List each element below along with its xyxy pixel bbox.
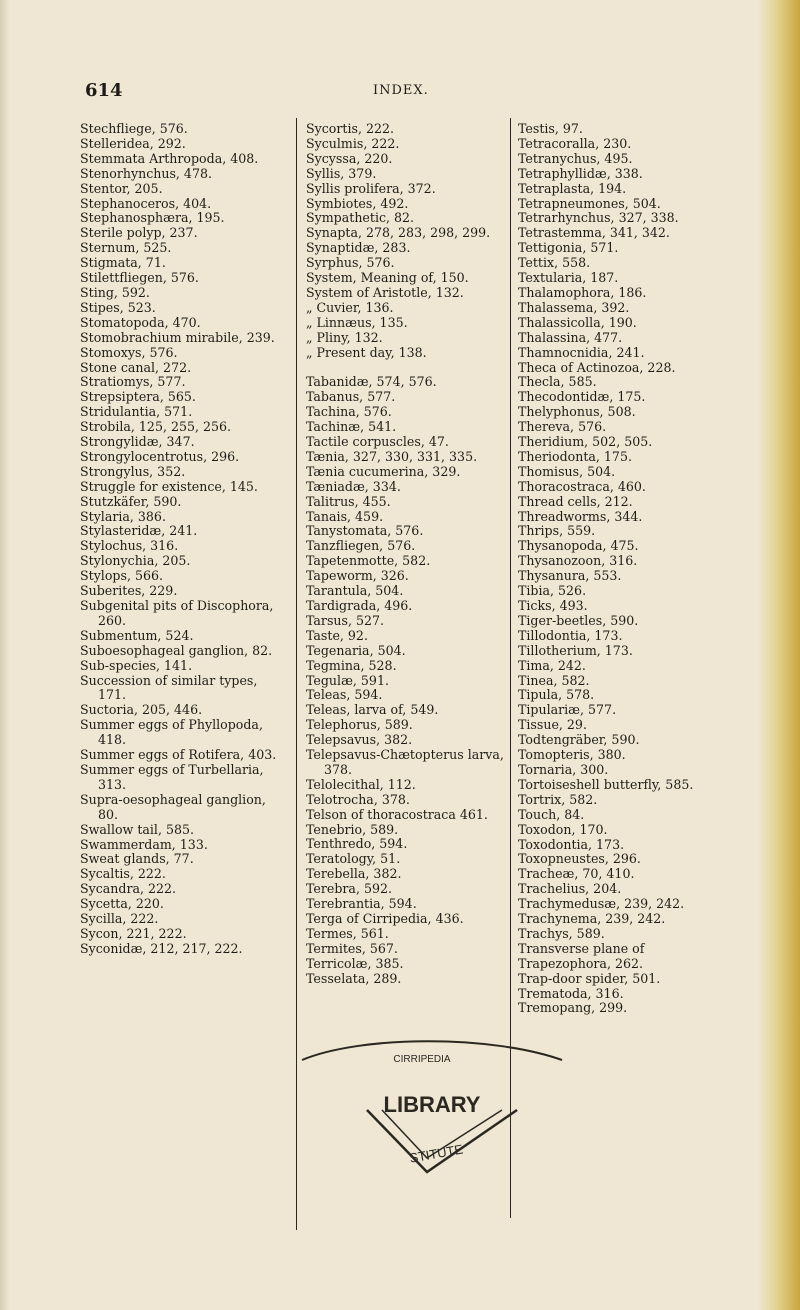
index-entry: Stilettfliegen, 576. <box>80 270 199 286</box>
index-entry: Stylops, 566. <box>80 568 163 584</box>
index-entry: Tremopang, 299. <box>518 1000 628 1016</box>
index-entry: Tanais, 459. <box>306 508 384 524</box>
index-entry: „ Linnæus, 135. <box>306 314 408 330</box>
index-entry: Stechfliege, 576. <box>80 121 188 136</box>
index-entry: Tachinæ, 541. <box>306 419 397 435</box>
index-entry: Syllis, 379. <box>306 165 377 181</box>
index-entry: Thalassina, 477. <box>518 329 623 345</box>
index-entry: Syrphus, 576. <box>306 255 395 271</box>
index-entry: Stelleridea, 292. <box>80 135 186 151</box>
index-entry: Textularia, 187. <box>518 270 619 286</box>
index-entry: Telepsavus, 382. <box>306 732 413 748</box>
index-entry: Tachina, 576. <box>306 404 392 420</box>
index-entry: Summer eggs of Turbellaria, 313. <box>80 761 264 792</box>
index-entry: Threadworms, 344. <box>518 508 643 524</box>
index-entry: Tetrapneumones, 504. <box>518 195 661 211</box>
index-entry: Toxodontia, 173. <box>518 836 625 852</box>
index-entry: Stomoxys, 576. <box>80 344 178 360</box>
index-entry: Stephanoceros, 404. <box>80 195 212 211</box>
page-number: 614 <box>85 80 123 101</box>
index-entry: Stomobrachium mirabile, 239. <box>80 329 275 345</box>
index-entry: Sycortis, 222. <box>306 121 394 136</box>
index-entry: Tardigrada, 496. <box>306 597 413 613</box>
index-entry: Tetrastemma, 341, 342. <box>518 225 670 241</box>
index-entry: Stomatopoda, 470. <box>80 314 201 330</box>
stamp-text-bottom: STITUTE <box>408 1141 465 1166</box>
index-entry: Tenebrio, 589. <box>306 821 399 837</box>
index-entry: Thread cells, 212. <box>518 493 633 509</box>
index-entry: Symbiotes, 492. <box>306 195 409 211</box>
index-entry: Tegulæ, 591. <box>306 672 389 688</box>
stamp-text-top: CIRRIPEDIA <box>393 1054 451 1065</box>
index-entry: Submentum, 524. <box>80 627 194 643</box>
index-entry: Tortoiseshell butterfly, 585. <box>518 776 694 792</box>
index-entry: Teratology, 51. <box>306 851 401 867</box>
index-entry: Strongylus, 352. <box>80 463 186 479</box>
index-entry: Tornaria, 300. <box>518 761 609 777</box>
index-entry: Stylasteridæ, 241. <box>80 523 198 539</box>
index-entry: Tillodontia, 173. <box>518 627 623 643</box>
index-entry: Strongylidæ, 347. <box>80 434 195 450</box>
index-entry: Tetraplasta, 194. <box>518 180 627 196</box>
index-entry: Theridium, 502, 505. <box>518 434 653 450</box>
index-entry: Strongylocentrotus, 296. <box>80 448 240 464</box>
index-entry: Stipes, 523. <box>80 299 156 315</box>
index-column-3 <box>518 122 758 1016</box>
index-entry: Trapezophora, 262. <box>518 955 643 971</box>
index-entry: Tomopteris, 380. <box>518 747 626 763</box>
index-entry: Telotrocha, 378. <box>306 791 410 807</box>
index-entry: Trachys, 589. <box>518 925 605 941</box>
index-entry: Telephorus, 589. <box>306 717 413 733</box>
index-entry: Suctoria, 205, 446. <box>80 702 203 718</box>
index-entry: Stutzkäfer, 590. <box>80 493 182 509</box>
index-entry: Touch, 84. <box>518 806 585 822</box>
index-entry: Toxopneustes, 296. <box>518 851 641 867</box>
index-entry: Summer eggs of Phyllopoda, 418. <box>80 717 263 748</box>
index-entry: Tactile corpuscles, 47. <box>306 434 449 450</box>
index-entry: Sycetta, 220. <box>80 896 164 912</box>
index-entry: Tipulariæ, 577. <box>518 702 617 718</box>
index-entry: Tenthredo, 594. <box>306 836 408 852</box>
index-entry: Teleas, larva of, 549. <box>306 702 439 718</box>
index-entry: Terricolæ, 385. <box>306 955 404 971</box>
index-entry: Summer eggs of Rotifera, 403. <box>80 747 277 763</box>
index-entry: Tabanidæ, 574, 576. <box>306 374 437 390</box>
page-header <box>85 80 715 102</box>
index-entry: Thysanopoda, 475. <box>518 538 639 554</box>
index-entry: Tettix, 558. <box>518 255 591 271</box>
index-entry: Sycandra, 222. <box>80 881 177 897</box>
index-entry: Stylaria, 386. <box>80 508 166 524</box>
index-entry: Struggle for existence, 145. <box>80 478 258 494</box>
index-entry: System, Meaning of, 150. <box>306 270 469 286</box>
index-entry: Terebra, 592. <box>306 881 392 897</box>
index-entry: Supra-oesophageal ganglion, 80. <box>80 791 266 822</box>
index-entry: Terga of Cirripedia, 436. <box>306 911 464 927</box>
index-entry: Stone canal, 272. <box>80 359 192 375</box>
index-entry: Syconidæ, 212, 217, 222. <box>80 940 243 956</box>
index-entry: Sycaltis, 222. <box>80 866 166 882</box>
index-entry: Thysanura, 553. <box>518 568 622 584</box>
index-entry: Thomisus, 504. <box>518 463 616 479</box>
index-entry: Trachelius, 204. <box>518 881 622 897</box>
index-entry: Stylochus, 316. <box>80 538 179 554</box>
index-entry: Telson of thoracostraca 461. <box>306 806 488 822</box>
index-entry: Subgenital pits of Discophora, 260. <box>80 598 274 628</box>
index-entry: Taste, 92. <box>306 627 368 643</box>
index-entry: „ Cuvier, 136. <box>306 299 394 315</box>
stamp-text-center: LIBRARY <box>383 1092 481 1117</box>
index-entry: „ Present day, 138. <box>306 344 427 360</box>
index-entry: Thalamophora, 186. <box>518 284 647 300</box>
index-entry: Sterile polyp, 237. <box>80 225 198 241</box>
index-entry: Tanzfliegen, 576. <box>306 538 416 554</box>
index-entry: Transverse plane of <box>518 940 645 956</box>
library-stamp <box>272 1040 582 1178</box>
index-entry: Teleas, 594. <box>306 687 383 703</box>
index-entry: Todtengräber, 590. <box>518 732 640 748</box>
index-entry: Talitrus, 455. <box>306 493 391 509</box>
index-entry: Thrips, 559. <box>518 523 596 539</box>
index-entry: Sycon, 221, 222. <box>80 925 187 941</box>
index-entry: Tænia, 327, 330, 331, 335. <box>306 448 478 464</box>
index-entry: Thecla, 585. <box>518 374 597 390</box>
index-entry: Synapta, 278, 283, 298, 299. <box>306 225 491 241</box>
index-entry: Suberites, 229. <box>80 583 178 599</box>
index-entry: Therevа, 576. <box>518 419 607 435</box>
index-entry: Sycyssa, 220. <box>306 150 393 166</box>
index-entry <box>306 361 511 376</box>
index-entry: Theriodonta, 175. <box>518 448 632 464</box>
index-entry: Stridulantia, 571. <box>80 404 193 420</box>
index-entry: Thalassema, 392. <box>518 299 630 315</box>
index-entry: Stephanosphæra, 195. <box>80 210 225 226</box>
index-entry: Toxodon, 170. <box>518 821 608 837</box>
index-entry: Tinea, 582. <box>518 672 590 688</box>
index-entry: „ Pliny, 132. <box>306 329 383 345</box>
index-entry: Tapetenmotte, 582. <box>306 553 431 569</box>
index-entry: Tipula, 578. <box>518 687 595 703</box>
index-entry: Thamnocnidia, 241. <box>518 344 645 360</box>
index-entry: Sycilla, 222. <box>80 911 159 927</box>
index-entry: Tettigonia, 571. <box>518 240 619 256</box>
index-entry: Tracheæ, 70, 410. <box>518 866 635 882</box>
index-entry: Tima, 242. <box>518 657 586 673</box>
index-entry: Sub-species, 141. <box>80 657 193 673</box>
index-entry: Tibia, 526. <box>518 583 587 599</box>
index-entry: Tanystomata, 576. <box>306 523 424 539</box>
index-entry: Synaptidæ, 283. <box>306 240 411 256</box>
page-gutter-shadow <box>0 0 10 1310</box>
index-entry: Stenorhynchus, 478. <box>80 165 212 181</box>
index-column-1 <box>80 122 285 957</box>
index-entry: Termes, 561. <box>306 925 389 941</box>
index-entry: Termites, 567. <box>306 940 398 956</box>
index-entry: Tetranychus, 495. <box>518 150 633 166</box>
index-entry: Trachynema, 239, 242. <box>518 911 666 927</box>
index-entry: Tissue, 29. <box>518 717 587 733</box>
index-entry: Syculmis, 222. <box>306 135 400 151</box>
index-entry: Swammerdam, 133. <box>80 836 208 852</box>
index-entry: Stylonychia, 205. <box>80 553 191 569</box>
index-entry: Telepsavus-Chætopterus larva, 378. <box>306 747 504 777</box>
index-entry: Telolecithal, 112. <box>306 776 416 792</box>
index-entry: Thecodontidæ, 175. <box>518 389 646 405</box>
index-entry: Trachymedusæ, 239, 242. <box>518 896 685 912</box>
stamp-chevron <box>367 1110 517 1172</box>
index-entry: Syllis prolifera, 372. <box>306 180 436 196</box>
index-entry: Sting, 592. <box>80 284 150 300</box>
index-entry: Tillotherium, 173. <box>518 642 633 658</box>
index-entry: System of Aristotle, 132. <box>306 284 464 300</box>
index-entry: Stemmata Arthropoda, 408. <box>80 150 259 166</box>
index-entry: Strepsiptera, 565. <box>80 389 196 405</box>
index-entry: Tetraphyllidæ, 338. <box>518 165 643 181</box>
index-entry: Tesselata, 289. <box>306 970 402 986</box>
index-entry: Swallow tail, 585. <box>80 821 195 837</box>
index-entry: Ticks, 493. <box>518 598 588 613</box>
index-entry: Tetrarhynchus, 327, 338. <box>518 210 679 226</box>
index-entry: Tiger-beetles, 590. <box>518 612 639 628</box>
index-entry: Tetracoralla, 230. <box>518 135 632 151</box>
index-entry: Terebella, 382. <box>306 866 402 882</box>
index-entry: Tabanus, 577. <box>306 389 396 405</box>
index-entry: Sympathetic, 82. <box>306 210 415 226</box>
index-entry: Thelyphonus, 508. <box>518 404 636 420</box>
index-entry: Thalassicolla, 190. <box>518 314 637 330</box>
index-entry: Tegenaria, 504. <box>306 642 406 658</box>
index-entry: Theca of Actinozoa, 228. <box>518 359 676 375</box>
index-entry: Tarantula, 504. <box>306 583 404 599</box>
running-title: INDEX. <box>373 83 429 98</box>
index-entry: Sternum, 525. <box>80 240 172 256</box>
index-entry: Stigmata, 71. <box>80 255 166 271</box>
index-column-2 <box>306 122 511 987</box>
index-entry: Stentor, 205. <box>80 180 163 196</box>
index-entry: Suboesophageal ganglion, 82. <box>80 642 273 658</box>
index-entry: Terebrantia, 594. <box>306 896 417 912</box>
index-entry: Thysanozoon, 316. <box>518 553 638 569</box>
index-entry: Stratiomys, 577. <box>80 374 186 390</box>
index-entry: Tegmina, 528. <box>306 657 397 673</box>
index-entry: Tapeworm, 326. <box>306 568 409 584</box>
index-entry: Tortrix, 582. <box>518 791 598 807</box>
index-entry: Succession of similar types, 171. <box>80 672 258 703</box>
index-entry: Testis, 97. <box>518 121 583 136</box>
index-entry: Tæniadæ, 334. <box>306 478 401 494</box>
index-entry: Strobila, 125, 255, 256. <box>80 419 232 435</box>
index-entry: Tarsus, 527. <box>306 612 385 628</box>
index-entry: Trap-door spider, 501. <box>518 970 661 986</box>
index-entry: Sweat glands, 77. <box>80 851 194 867</box>
index-entry: Thoracostraca, 460. <box>518 478 646 494</box>
index-entry: Trematoda, 316. <box>518 985 624 1001</box>
index-entry: Tænia cucumerina, 329. <box>306 463 461 479</box>
page-edge <box>758 0 800 1310</box>
